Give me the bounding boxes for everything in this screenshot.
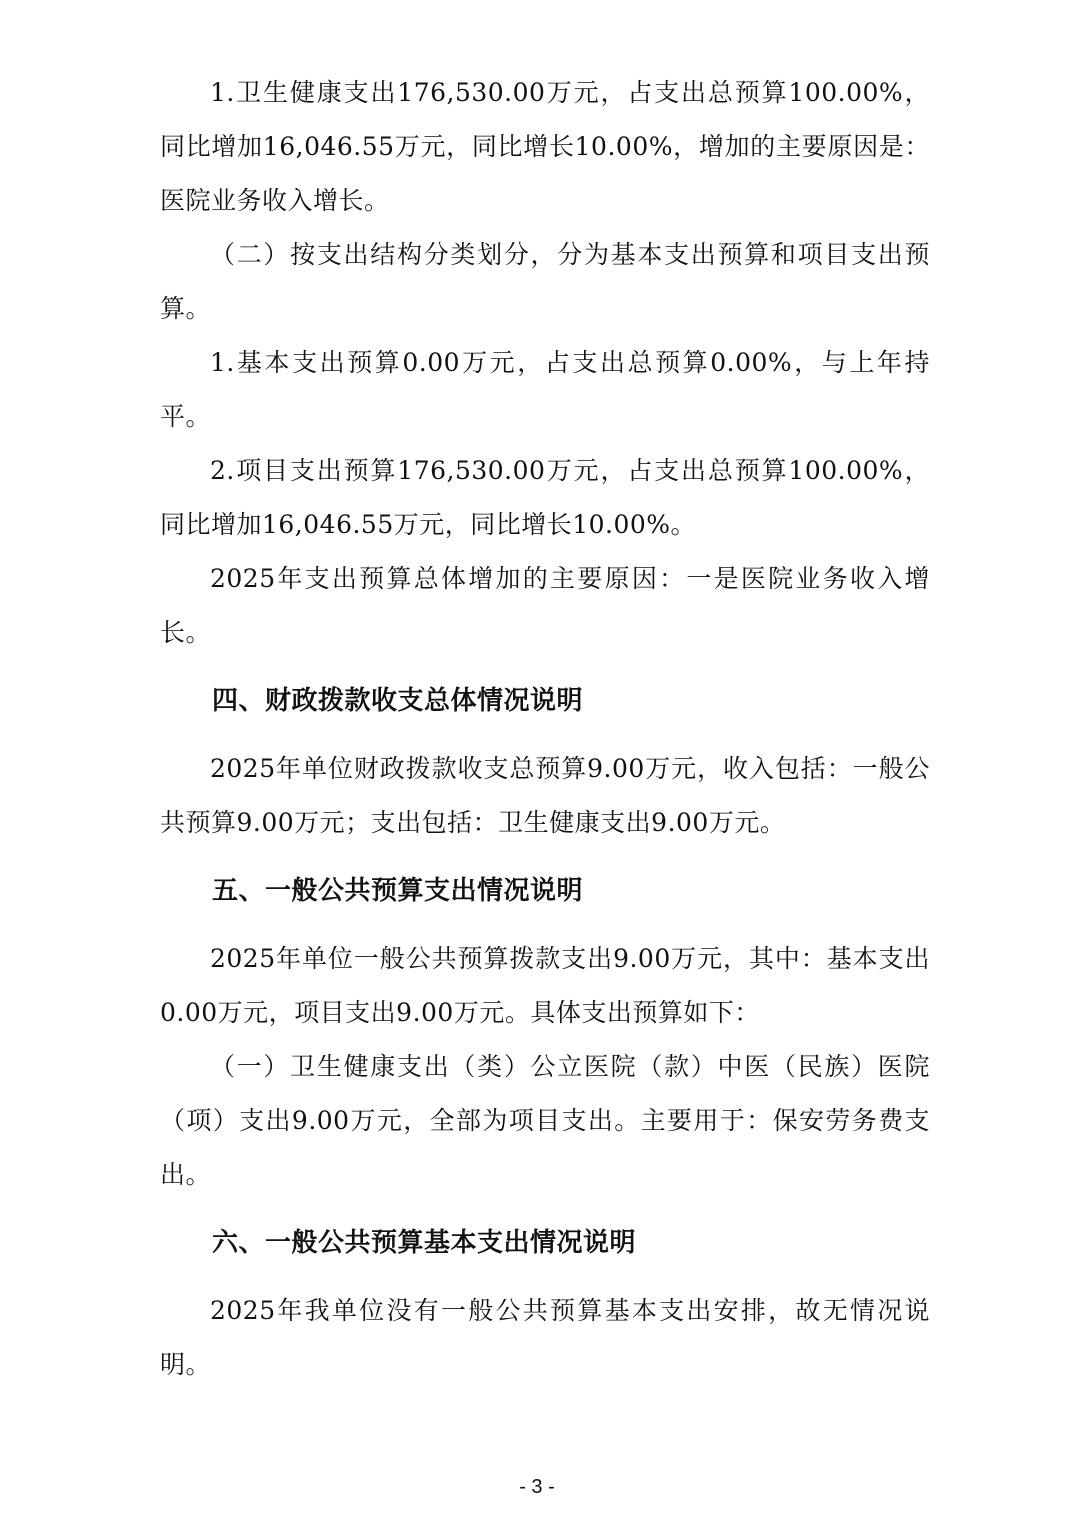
paragraph-basic-expenditure: 1.基本支出预算0.00万元，占支出总预算0.00%，与上年持平。	[160, 348, 930, 431]
paragraph-structure-classification: （二）按支出结构分类划分，分为基本支出预算和项目支出预算。	[160, 240, 930, 323]
paragraph-health-expenditure: 1.卫生健康支出176,530.00万元，占支出总预算100.00%，同比增加16,046.55万元，同比增长10.00%，增加的主要原因是：医院业务收入增长。	[160, 78, 930, 215]
page-number: - 3 -	[519, 1476, 555, 1498]
section-heading-basic-expenditure: 六、一般公共预算基本支出情况说明	[212, 1228, 637, 1258]
paragraph-project-expenditure: 2.项目支出预算176,530.00万元，占支出总预算100.00%，同比增加16,046.55万元，同比增长10.00%。	[160, 456, 930, 539]
paragraph-hospital-expenditure: （一）卫生健康支出（类）公立医院（款）中医（民族）医院（项）支出9.00万元，全部为项目支出。主要用于：保安劳务费支出。	[160, 1052, 930, 1189]
paragraph-increase-reason: 2025年支出预算总体增加的主要原因：一是医院业务收入增长。	[160, 564, 930, 647]
section-heading-fiscal-overview: 四、财政拨款收支总体情况说明	[212, 686, 584, 716]
paragraph-no-basic-expenditure: 2025年我单位没有一般公共预算基本支出安排，故无情况说明。	[160, 1296, 930, 1379]
document-body	[160, 66, 930, 1392]
paragraph-fiscal-overview: 2025年单位财政拨款收支总预算9.00万元，收入包括：一般公共预算9.00万元；支出包括：卫生健康支出9.00万元。	[160, 754, 930, 837]
paragraph-general-budget: 2025年单位一般公共预算拨款支出9.00万元，其中：基本支出0.00万元，项目支出9.00万元。具体支出预算如下：	[160, 944, 930, 1027]
section-heading-general-budget: 五、一般公共预算支出情况说明	[212, 876, 584, 906]
